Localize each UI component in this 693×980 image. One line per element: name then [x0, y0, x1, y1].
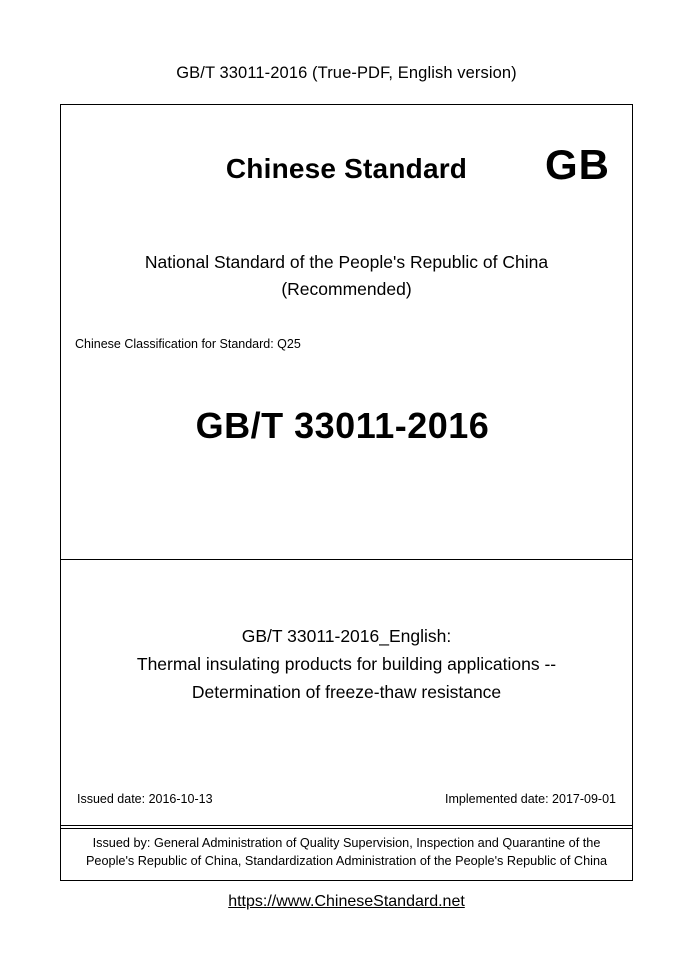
cover-main-box: [60, 104, 633, 829]
standard-title-block: [61, 622, 632, 706]
dates-row: [77, 792, 616, 806]
implemented-date: Implemented date: 2017-09-01: [445, 792, 616, 806]
website-link[interactable]: https://www.ChineseStandard.net: [228, 893, 465, 910]
chinese-standard-heading: Chinese Standard: [225, 153, 468, 184]
gb-logo: GB: [545, 141, 610, 188]
standard-title-line-3: Determination of freeze-thaw resistance: [191, 682, 502, 702]
national-standard-block: [61, 249, 632, 303]
cover-lower-section: [61, 560, 632, 828]
cover-upper-section: [61, 105, 632, 560]
national-standard-line-2: (Recommended): [281, 279, 412, 300]
issuer-box: Issued by: General Administration of Quality Supervision, Inspection and Quarantine of the People's Republic of China, Standardization Administration of the People's Republic of China: [60, 825, 633, 881]
standard-number: GB/T 33011-2016: [195, 405, 490, 446]
page-header-title: GB/T 33011-2016 (True-PDF, English version): [176, 64, 517, 82]
website-footer: [0, 893, 693, 911]
standard-title-line-2: Thermal insulating products for building applications --: [136, 654, 557, 674]
national-standard-line-1: National Standard of the People's Republic of China: [144, 252, 549, 272]
classification-code: Chinese Classification for Standard: Q25: [75, 337, 301, 351]
issued-date: Issued date: 2016-10-13: [77, 792, 213, 806]
standard-title-line-1: GB/T 33011-2016_English:: [241, 626, 452, 646]
